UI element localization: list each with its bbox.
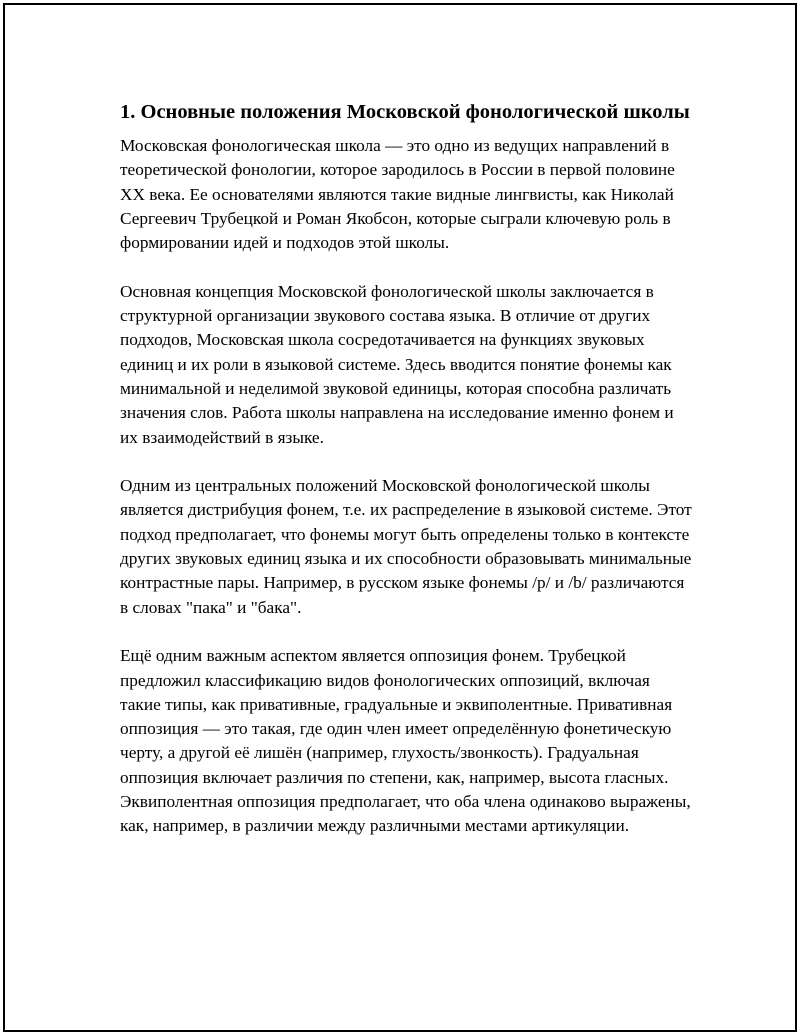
paragraph-4: Ещё одним важным аспектом является оппозиция фонем. Трубецкой предложил классификацию видов фонологических оппозиций, включая такие типы, как привативные, градуальные и эквиполентные. Привативная оппозиция — это такая, где один член имеет определённую фонетическую черту, а другой её лишён (например, глухость/звонкость). Градуальная оппозиция включает различия по степени, как, например, высота гласных. Эквиполентная оппозиция предполагает, что оба члена одинаково выражены, как, например, в различии между различными местами артикуляции.: [120, 646, 691, 836]
section-heading: 1. Основные положения Московской фонологической школы: [120, 101, 690, 123]
paragraph-1: Московская фонологическая школа — это одно из ведущих направлений в теоретической фонологии, которое зародилось в России в первой половине XX века. Ее основателями являются такие видные лингвисты, как Николай Сергеевич Трубецкой и Роман Якобсон, которые сыграли ключевую роль в формировании идей и подходов этой школы.: [120, 136, 675, 253]
document-body: [120, 98, 692, 839]
paragraph-2: Основная концепция Московской фонологической школы заключается в структурной организации звукового состава языка. В отличие от других подходов, Московская школа сосредотачивается на функциях звуковых единиц и их роли в языковой системе. Здесь вводится понятие фонемы как минимальной и неделимой звуковой единицы, которая способна различать значения слов. Работа школы направлена на исследование именно фонем и их взаимодействий в языке.: [120, 281, 674, 447]
document-page: [3, 3, 797, 1032]
paragraph-3: Одним из центральных положений Московской фонологической школы является дистрибуция фонем, т.е. их распределение в языковой системе. Этот подход предполагает, что фонемы могут быть определены только в контексте других звуковых единиц языка и их способности образовывать минимальные контрастные пары. Например, в русском языке фонемы /p/ и /b/ различаются в словах "пака" и "бака".: [120, 476, 692, 617]
